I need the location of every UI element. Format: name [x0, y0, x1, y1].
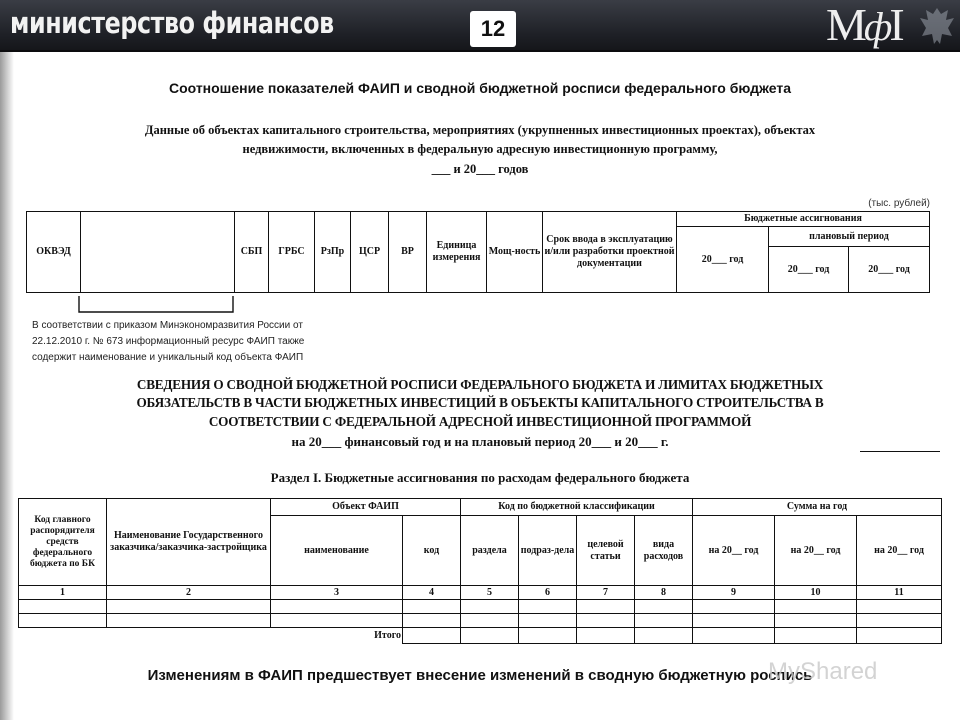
col-grbs: ГРБС: [269, 212, 315, 293]
col-rzpr: РзПр: [315, 212, 351, 293]
note-line-3: содержит наименование и уникальный код объекта ФАИП: [32, 352, 304, 363]
col-num: 11: [857, 586, 942, 600]
total-label: Итого: [19, 628, 403, 644]
col-num: 4: [403, 586, 461, 600]
col-object-blank: [81, 212, 235, 293]
col-razdel: раздела: [461, 516, 519, 586]
col-num: 10: [775, 586, 857, 600]
col-csr: ЦСР: [351, 212, 389, 293]
col-code-grbs: Код главного распорядителя средств федерального бюджета по БК: [19, 499, 107, 586]
col-plan-period: плановый период: [769, 227, 930, 247]
slide-title: Соотношение показателей ФАИП и сводной бюджетной росписи федерального бюджета: [168, 80, 792, 96]
col-num: 3: [271, 586, 403, 600]
col-target: целевой статьи: [577, 516, 635, 586]
col-power: Мощ-ность: [487, 212, 543, 293]
col-obj-name: наименование: [271, 516, 403, 586]
col-vr: ВР: [389, 212, 427, 293]
col-plan-year-2: 20___ год: [849, 247, 930, 293]
budget-table: [18, 498, 942, 644]
ministry-title: министерство финансов: [10, 6, 334, 40]
minfin-logo: [826, 0, 902, 52]
col-num: 1: [19, 586, 107, 600]
col-budget: Бюджетные ассигнования: [677, 212, 930, 227]
col-num: 2: [107, 586, 271, 600]
col-customer-name: Наименование Государственного заказчика/заказчика-застройщика: [107, 499, 271, 586]
note-line-1: В соответствии с приказом Минэкономразвития России от: [32, 320, 303, 331]
col-faip-object: Объект ФАИП: [271, 499, 461, 516]
bracket-mark: [78, 296, 234, 316]
col-plan-year-1: 20___ год: [769, 247, 849, 293]
section-line-2: ОБЯЗАТЕЛЬСТВ В ЧАСТИ БЮДЖЕТНЫХ ИНВЕСТИЦИЙ В ОБЪЕКТЫ КАПИТАЛЬНОГО СТРОИТЕЛЬСТВА В: [136, 395, 824, 410]
units-label: (тыс. рублей): [868, 198, 930, 209]
section-line-1: СВЕДЕНИЯ О СВОДНОЙ БЮДЖЕТНОЙ РОСПИСИ ФЕДЕРАЛЬНОГО БЮДЖЕТА И ЛИМИТАХ БЮДЖЕТНЫХ: [136, 377, 824, 392]
col-num: 6: [519, 586, 577, 600]
logo-letter-m: М: [826, 0, 864, 50]
col-sum-y3: на 20__ год: [857, 516, 942, 586]
col-sbp: СБП: [235, 212, 269, 293]
col-num: 9: [693, 586, 775, 600]
intro-line-2: недвижимости, включенных в федеральную адресную инвестиционную программу,: [242, 142, 718, 156]
col-sum-y1: на 20__ год: [693, 516, 775, 586]
col-okved: ОКВЭД: [27, 212, 81, 293]
col-num: 5: [461, 586, 519, 600]
page-number: 12: [470, 11, 516, 47]
col-term: Срок ввода в эксплуатацию и/или разработки проектной документации: [543, 212, 677, 293]
col-bk-code: Код по бюджетной классификации: [461, 499, 693, 516]
intro-line-1: Данные об объектах капитального строительства, мероприятиях (укрупненных инвестиционных проектах), объектах: [144, 123, 816, 137]
left-edge-shadow: [0, 52, 14, 720]
logo-letter-f: ф: [863, 4, 890, 49]
col-sum-y2: на 20__ год: [775, 516, 857, 586]
total-row: [19, 628, 942, 644]
slide-header: [0, 0, 960, 52]
col-num: 8: [635, 586, 693, 600]
section-line-3: СООТВЕТСТВИИ С ФЕДЕРАЛЬНОЙ АДРЕСНОЙ ИНВЕСТИЦИОННОЙ ПРОГРАММОЙ: [208, 414, 752, 429]
col-podrazdel: подраз-дела: [519, 516, 577, 586]
section-part-title: Раздел I. Бюджетные ассигнования по расходам федерального бюджета: [270, 470, 690, 485]
col-sum-year: Сумма на год: [693, 499, 942, 516]
col-year: 20___ год: [677, 227, 769, 293]
section-line-4: на 20___ финансовый год и на плановый период 20___ и 20___ г.: [291, 434, 669, 449]
column-numbers-row: [19, 586, 942, 600]
col-unit: Единица измерения: [427, 212, 487, 293]
logo-letter-end: І: [889, 0, 902, 50]
col-vid: вида расходов: [635, 516, 693, 586]
table-row: [19, 600, 942, 614]
faip-header-table: [26, 211, 930, 293]
intro-line-3: ___ и 20___ годов: [431, 162, 529, 176]
col-num: 7: [577, 586, 635, 600]
note-line-2: 22.12.2010 г. № 673 информационный ресурс ФАИП также: [32, 336, 305, 347]
watermark: MyShared: [768, 658, 878, 685]
signature-line: [860, 451, 940, 452]
col-obj-code: код: [403, 516, 461, 586]
table-row: [19, 614, 942, 628]
coat-of-arms-icon: [914, 2, 960, 50]
footer-statement: Изменениям в ФАИП предшествует внесение изменений в сводную бюджетную роспись: [147, 667, 813, 684]
